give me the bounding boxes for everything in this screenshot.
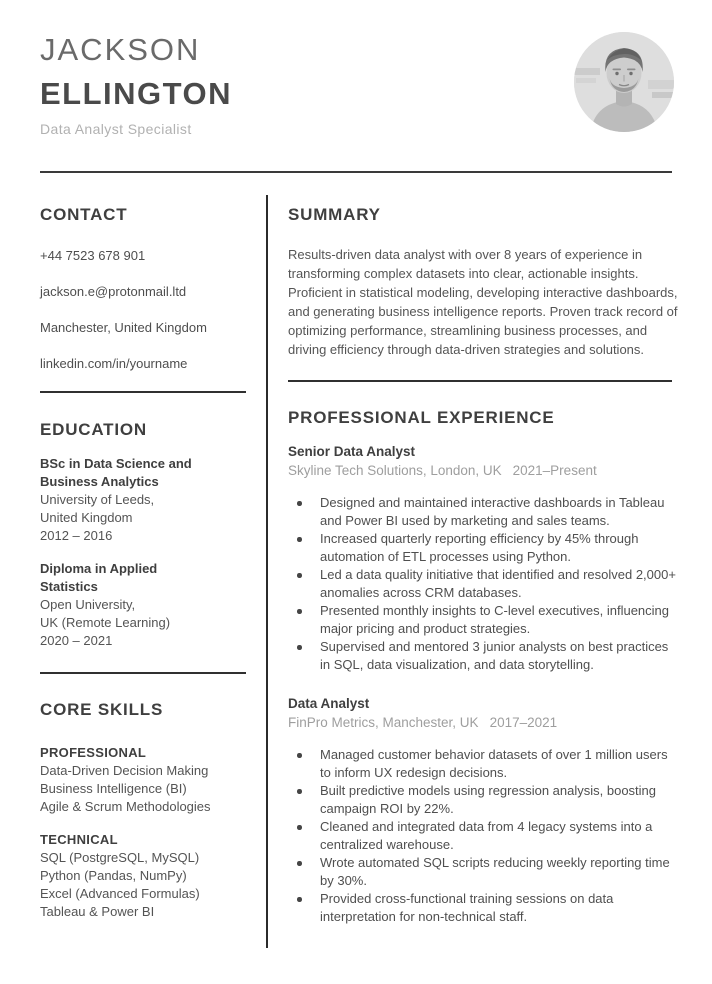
skill-item: Python (Pandas, NumPy) <box>40 868 187 883</box>
sidebar <box>40 195 246 921</box>
contact-email: jackson.e@protonmail.ltd <box>40 284 187 299</box>
job-dates: 2021–Present <box>512 463 597 478</box>
job-bullet: Presented monthly insights to C-level executives, influencing major pricing and product strategies. <box>288 602 676 638</box>
job-bullet: Managed customer behavior datasets of over 1 million users to inform UX redesign decisions. <box>288 746 676 782</box>
job-title: Data Analyst <box>288 696 370 711</box>
job-company: Skyline Tech Solutions, London, UK <box>288 463 502 478</box>
skill-group-professional <box>40 744 246 816</box>
core-skills-heading: CORE SKILLS <box>40 700 164 719</box>
skill-group-label: TECHNICAL <box>40 832 118 847</box>
job-bullet: Built predictive models using regression analysis, boosting campaign ROI by 22%. <box>288 782 676 818</box>
main-column <box>288 195 678 926</box>
skill-item: Excel (Advanced Formulas) <box>40 886 200 901</box>
person-portrait-illustration <box>574 32 674 132</box>
contact-linkedin: linkedin.com/in/yourname <box>40 356 188 371</box>
job-bullet: Wrote automated SQL scripts reducing weekly reporting time by 30%. <box>288 854 676 890</box>
job-bullet: Led a data quality initiative that identified and resolved 2,000+ anomalies across CRM databases. <box>288 566 676 602</box>
job-title-subtitle: Data Analyst Specialist <box>40 121 192 137</box>
column-divider <box>266 195 268 948</box>
skill-item: SQL (PostgreSQL, MySQL) <box>40 850 200 865</box>
degree-title: Diploma in Applied Statistics <box>40 561 158 594</box>
job-bullet: Provided cross-functional training sessions on data interpretation for non-technical staff. <box>288 890 676 926</box>
education-heading: EDUCATION <box>40 420 147 439</box>
job-bullet-list <box>288 494 676 674</box>
section-divider <box>40 672 246 674</box>
skill-item: Data-Driven Decision Making <box>40 763 209 778</box>
school-line: United Kingdom <box>40 510 133 525</box>
job-bullet: Supervised and mentored 3 junior analysts on best practices in SQL, data visualization, and data storytelling. <box>288 638 676 674</box>
job-bullet: Increased quarterly reporting efficiency by 45% through automation of ETL processes using Python. <box>288 530 676 566</box>
degree-title: BSc in Data Science and Business Analytics <box>40 456 192 489</box>
school-line: UK (Remote Learning) <box>40 615 171 630</box>
header-divider <box>40 171 672 173</box>
header-name-block <box>40 34 232 137</box>
contact-location: Manchester, United Kingdom <box>40 320 207 335</box>
section-divider <box>288 380 672 382</box>
job-company: FinPro Metrics, Manchester, UK <box>288 715 479 730</box>
job-bullet-list <box>288 746 676 926</box>
dates-line: 2012 – 2016 <box>40 528 113 543</box>
profile-photo <box>574 32 674 132</box>
summary-heading: SUMMARY <box>288 205 381 224</box>
education-entry <box>40 455 246 545</box>
dates-line: 2020 – 2021 <box>40 633 113 648</box>
skill-item: Tableau & Power BI <box>40 904 155 919</box>
section-divider <box>40 391 246 393</box>
job-meta <box>288 461 672 480</box>
job-bullet: Cleaned and integrated data from 4 legacy systems into a centralized warehouse. <box>288 818 676 854</box>
job-entry-data-analyst <box>288 694 672 926</box>
job-dates: 2017–2021 <box>489 715 558 730</box>
last-name: ELLINGTON <box>40 76 233 111</box>
job-title: Senior Data Analyst <box>288 444 416 459</box>
school-line: University of Leeds, <box>40 492 155 507</box>
school-line: Open University, <box>40 597 136 612</box>
first-name: JACKSON <box>40 32 201 67</box>
job-meta <box>288 713 672 732</box>
education-entry <box>40 560 246 650</box>
skill-group-technical <box>40 831 246 921</box>
contact-heading: CONTACT <box>40 205 128 224</box>
summary-paragraph: Results-driven data analyst with over 8 years of experience in transforming complex datasets into clear, actionable insights. Proficient in statistical modeling, developing interactive dashboards, and generating business intelligence reports. Proven track record of optimizing performance, streamlining business processes, and driving efficiency through data-driven strategies and solutions. <box>288 247 678 357</box>
skill-item: Business Intelligence (BI) <box>40 781 187 796</box>
skill-item: Agile & Scrum Methodologies <box>40 799 211 814</box>
job-bullet: Designed and maintained interactive dashboards in Tableau and Power BI used by marketing and sales teams. <box>288 494 676 530</box>
experience-heading: PROFESSIONAL EXPERIENCE <box>288 408 555 427</box>
contact-phone: +44 7523 678 901 <box>40 248 146 263</box>
skill-group-label: PROFESSIONAL <box>40 745 147 760</box>
job-entry-senior-data-analyst <box>288 442 676 674</box>
